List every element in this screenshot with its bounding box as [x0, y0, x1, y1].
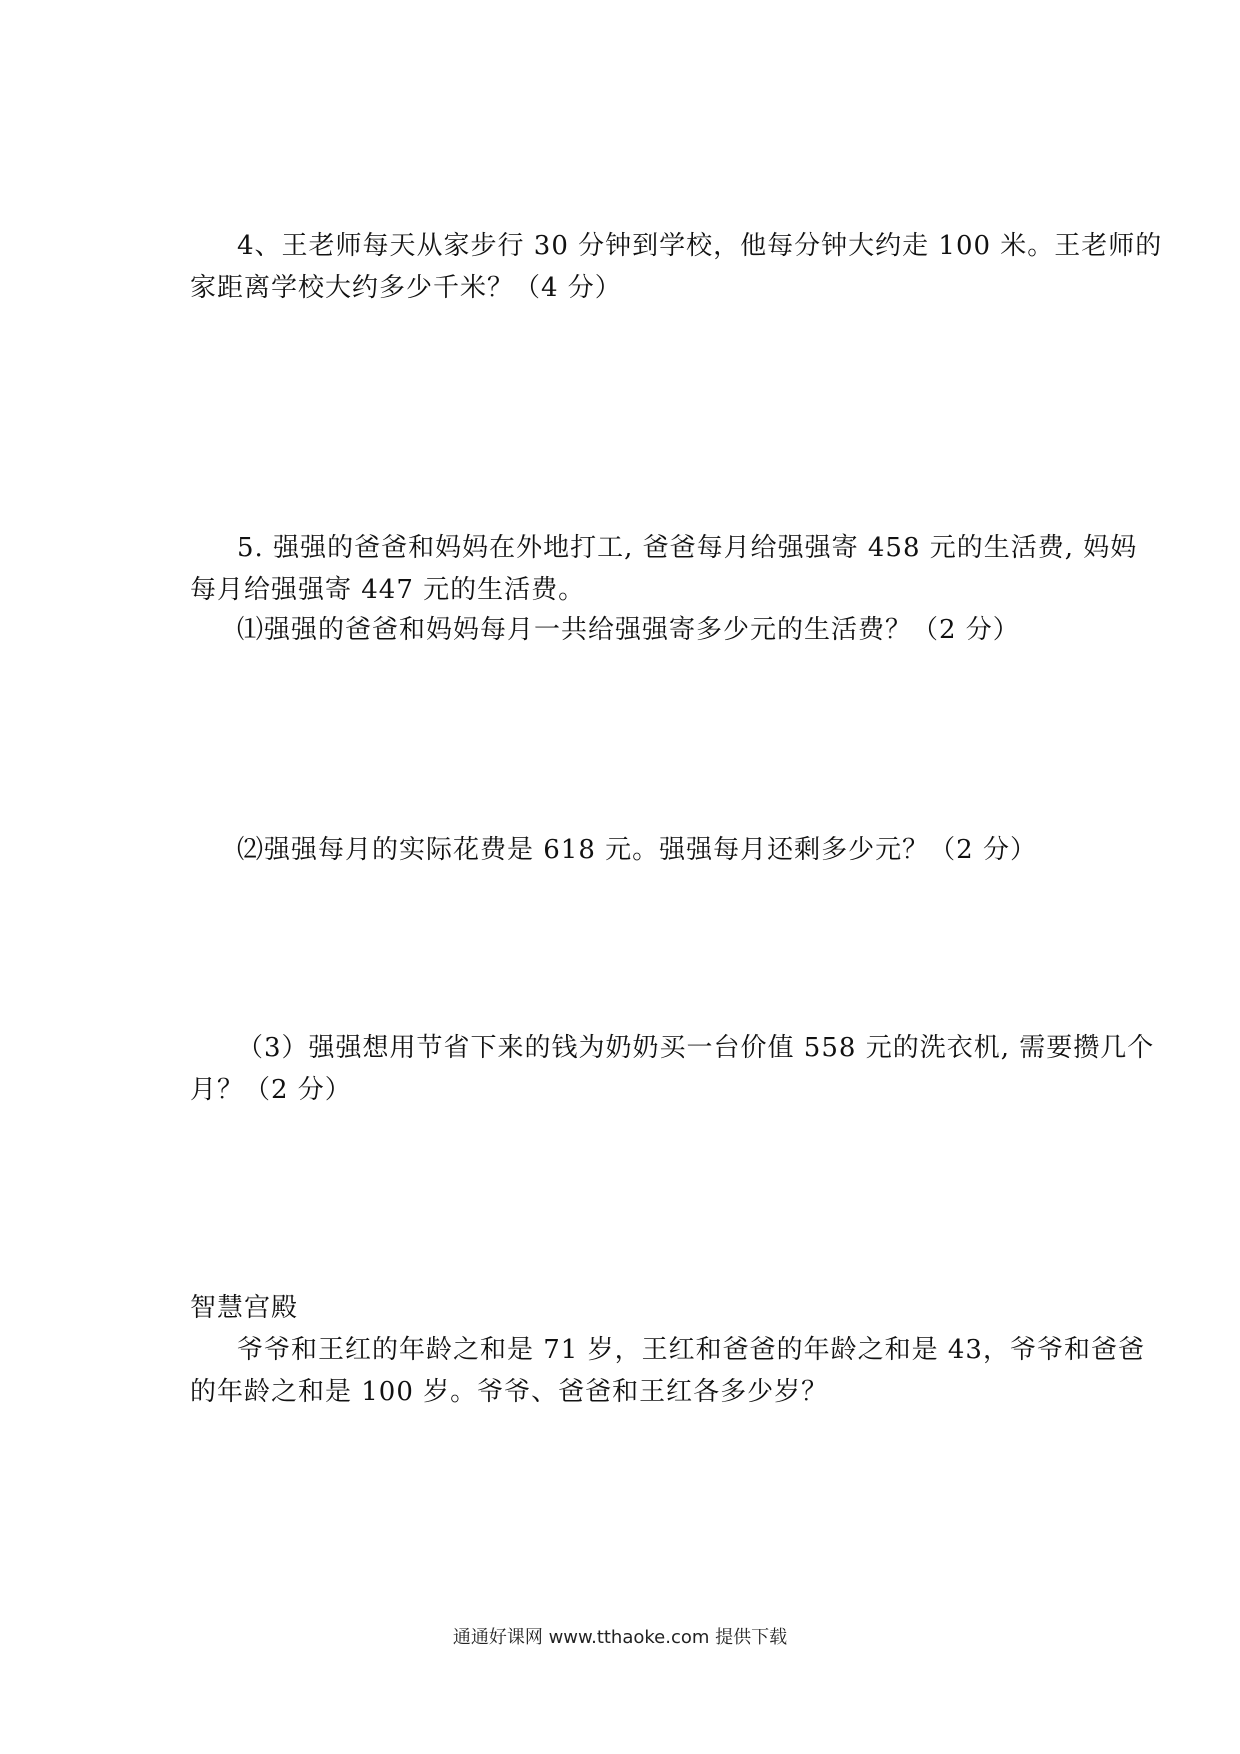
q4-line-2: 家距离学校大约多少千米？（4 分） — [190, 273, 622, 303]
q5-sub-1: ⑴强强的爸爸和妈妈每月一共给强强寄多少元的生活费？（2 分） — [237, 615, 1020, 645]
wisdom-line-1: 爷爷和王红的年龄之和是 71 岁，王红和爸爸的年龄之和是 43，爷爷和爸爸 — [237, 1335, 1145, 1365]
q5-sub-3-line-2: 月？（2 分） — [190, 1075, 352, 1105]
wisdom-heading: 智慧宫殿 — [190, 1293, 299, 1323]
page-footer: 通通好课网 www.tthaoke.com 提供下载 — [452, 1627, 788, 1648]
wisdom-line-2: 的年龄之和是 100 岁。爷爷、爸爸和王红各多少岁？ — [190, 1377, 829, 1407]
q5-line-2: 每月给强强寄 447 元的生活费。 — [190, 575, 586, 605]
q5-sub-3-line-1: （3）强强想用节省下来的钱为奶奶买一台价值 558 元的洗衣机, 需要攒几个 — [237, 1033, 1155, 1063]
q4-line-1: 4、王老师每天从家步行 30 分钟到学校，他每分钟大约走 100 米。王老师的 — [237, 231, 1163, 261]
q5-line-1: 5. 强强的爸爸和妈妈在外地打工, 爸爸每月给强强寄 458 元的生活费, 妈妈 — [237, 533, 1138, 563]
q5-sub-2: ⑵强强每月的实际花费是 618 元。强强每月还剩多少元？（2 分） — [237, 835, 1037, 865]
